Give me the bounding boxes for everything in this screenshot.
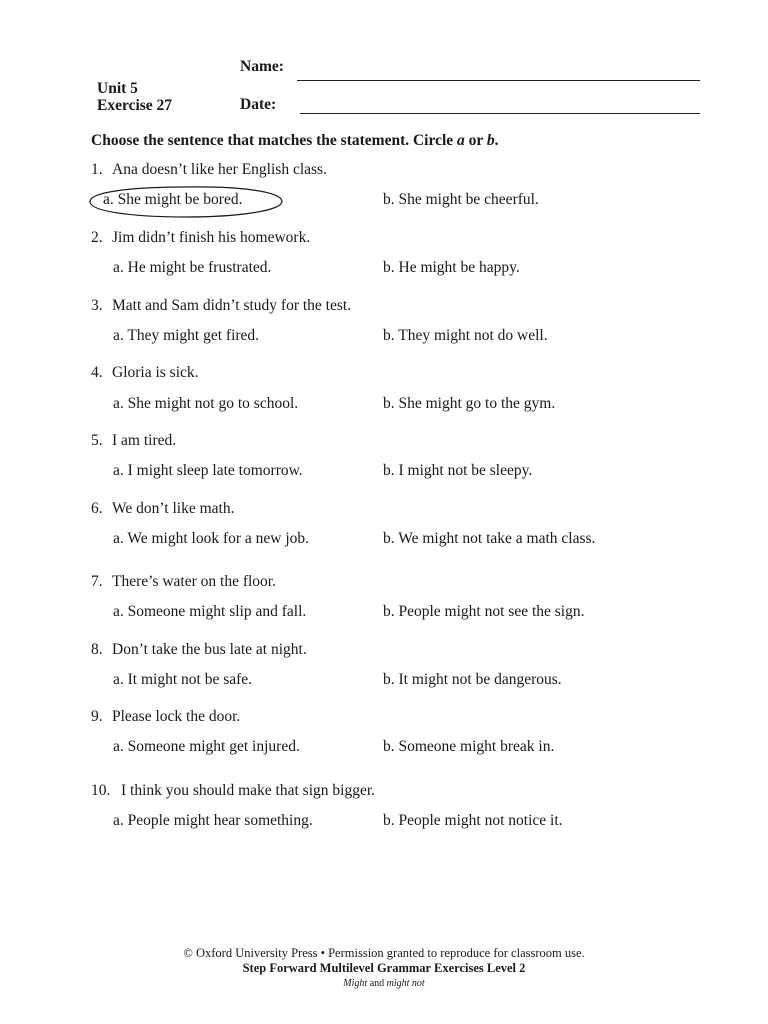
date-field-line[interactable] <box>300 113 700 114</box>
unit-label: Unit 5 <box>97 80 138 97</box>
topic-line <box>0 978 768 989</box>
question-statement <box>91 500 234 518</box>
question-number: 9. <box>91 708 103 725</box>
question-number: 5. <box>91 432 103 449</box>
option-b[interactable]: b. He might be happy. <box>383 259 520 276</box>
question-number: 7. <box>91 573 103 590</box>
option-a[interactable]: a. We might look for a new job. <box>113 530 310 547</box>
instructions-option-a: a <box>457 132 465 149</box>
option-b[interactable]: b. She might be cheerful. <box>383 191 539 208</box>
topic-might: Might <box>343 978 368 989</box>
option-a[interactable]: a. Someone might get injured. <box>113 738 300 755</box>
name-field-line[interactable] <box>297 80 700 81</box>
statement-text: I think you should make that sign bigger. <box>121 782 376 799</box>
statement-text: Please lock the door. <box>112 708 241 725</box>
exercise-label: Exercise 27 <box>97 97 173 114</box>
question-number: 6. <box>91 500 103 517</box>
option-a[interactable]: a. Someone might slip and fall. <box>113 603 307 620</box>
option-b[interactable]: b. They might not do well. <box>383 327 548 344</box>
option-a[interactable]: a. I might sleep late tomorrow. <box>113 462 303 479</box>
question-number: 1. <box>91 161 103 178</box>
question-number: 8. <box>91 641 103 658</box>
instructions <box>91 132 499 150</box>
statement-text: There’s water on the floor. <box>112 573 276 590</box>
option-b[interactable]: b. Someone might break in. <box>383 738 555 755</box>
question-statement <box>91 161 327 179</box>
option-b[interactable]: b. I might not be sleepy. <box>383 462 533 479</box>
question-number: 10. <box>91 782 111 799</box>
instructions-period: . <box>494 132 499 149</box>
option-a[interactable]: a. He might be frustrated. <box>113 259 272 276</box>
option-b[interactable]: b. People might not see the sign. <box>383 603 585 620</box>
option-a[interactable]: a. They might get fired. <box>113 327 260 344</box>
option-a[interactable]: a. She might not go to school. <box>113 395 299 412</box>
statement-text: Ana doesn’t like her English class. <box>112 161 327 178</box>
option-a[interactable]: a. She might be bored. <box>103 191 243 208</box>
question-statement <box>91 782 375 800</box>
topic-might-not: might not <box>386 978 425 989</box>
statement-text: Don’t take the bus late at night. <box>112 641 307 658</box>
statement-text: Matt and Sam didn’t study for the test. <box>112 297 352 314</box>
statement-text: Gloria is sick. <box>112 364 199 381</box>
question-statement <box>91 641 307 659</box>
option-b[interactable]: b. People might not notice it. <box>383 812 563 829</box>
question-statement <box>91 708 240 726</box>
option-a[interactable]: a. It might not be safe. <box>113 671 253 688</box>
instructions-or: or <box>464 132 487 149</box>
question-statement <box>91 573 276 591</box>
question-number: 3. <box>91 297 103 314</box>
name-label: Name: <box>240 58 284 75</box>
question-statement <box>91 364 199 382</box>
option-b[interactable]: b. We might not take a math class. <box>383 530 596 547</box>
date-label: Date: <box>240 96 277 113</box>
question-statement <box>91 229 310 247</box>
instructions-text: Choose the sentence that matches the statement. Circle <box>91 132 458 149</box>
option-b[interactable]: b. She might go to the gym. <box>383 395 556 412</box>
book-title: Step Forward Multilevel Grammar Exercises Level 2 <box>242 961 526 975</box>
question-number: 4. <box>91 364 103 381</box>
instructions-option-b: b <box>486 132 495 149</box>
option-b[interactable]: b. It might not be dangerous. <box>383 671 562 688</box>
statement-text: I am tired. <box>112 432 177 449</box>
option-a[interactable]: a. People might hear something. <box>113 812 313 829</box>
copyright-notice: © Oxford University Press • Permission granted to reproduce for classroom use. <box>183 946 585 960</box>
statement-text: Jim didn’t finish his homework. <box>112 229 311 246</box>
question-number: 2. <box>91 229 103 246</box>
question-statement <box>91 432 176 450</box>
statement-text: We don’t like math. <box>112 500 235 517</box>
topic-and: and <box>367 978 387 989</box>
question-statement <box>91 297 351 315</box>
